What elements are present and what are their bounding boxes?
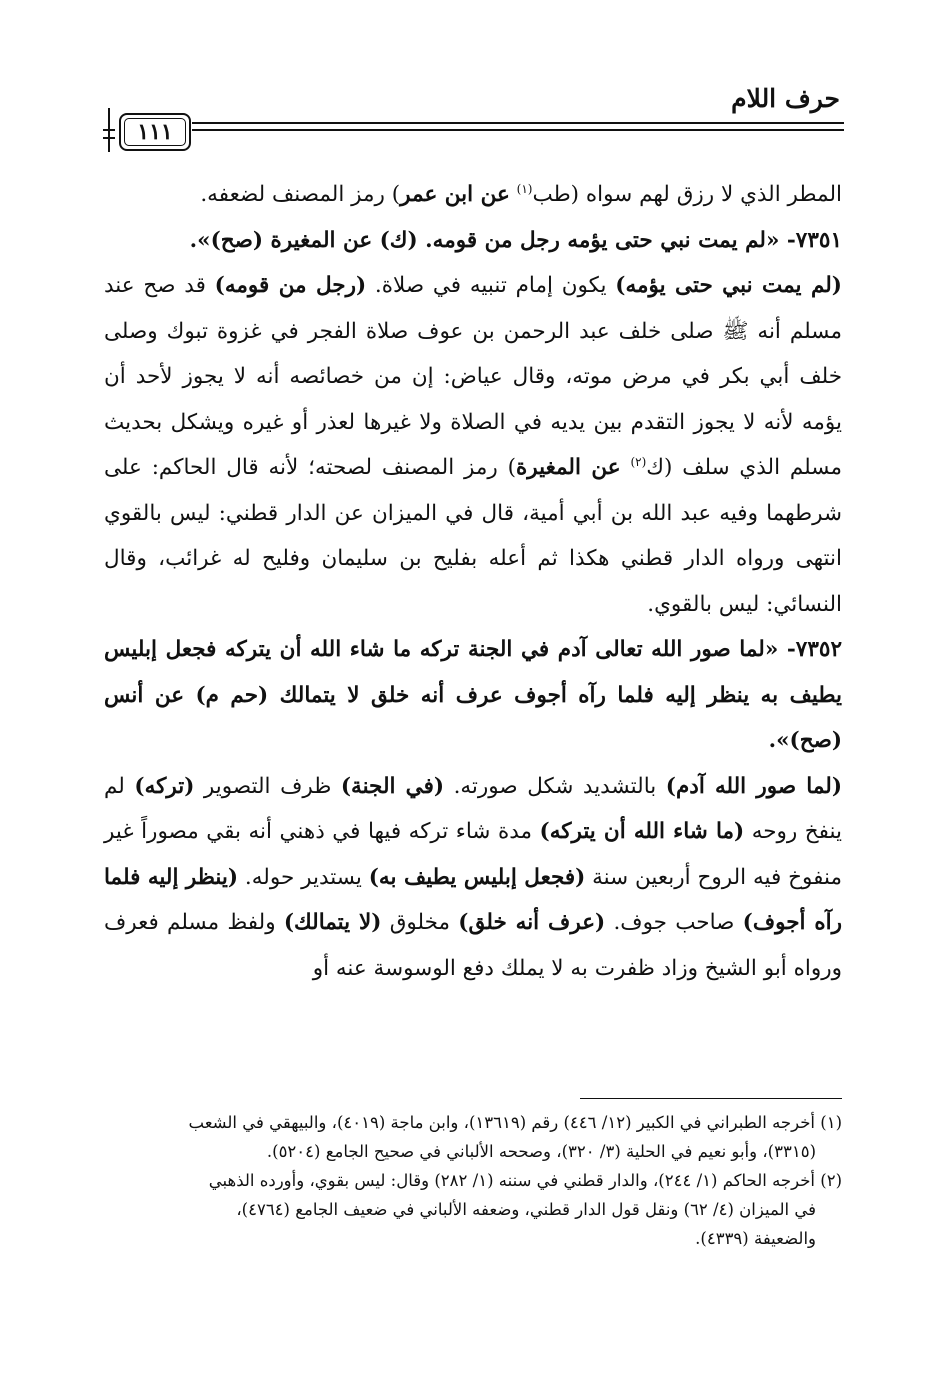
source-ref: عن ابن عمر [400,182,510,207]
quoted-phrase: (ينظر إليه فلما رآه أجوف) [104,864,842,935]
footnote-1-cont: (٣٣١٥)، وأبو نعيم في الحلية (٣/ ٣٢٠)، وصححه الألباني في صحيح الجامع (٥٢٠٤). [266,1142,816,1161]
quoted-phrase: (لم يمت نبي حتى يؤمه) [615,273,842,298]
header-double-rule [192,122,844,131]
quoted-phrase: (فجعل إبليس يطيف به) [368,864,586,890]
text-run: مدة شاء تركه فيها في ذهني أنه بقي مصوراً غير منفوخ فيه الروح أربعين سنة [104,819,842,890]
footnote-1 [104,1108,842,1137]
quoted-phrase: (تركه) [134,773,195,799]
source-ref: عن المغيرة [516,455,621,480]
commentary-7352 [104,764,842,992]
footnote-2: (٢) أخرجه الحاكم (١/ ٢٤٤)، والدار قطني في سننه (١/ ٢٨٢) وقال: ليس بقوي، وأورده الذهبي [208,1171,842,1190]
footnote-ref-2[interactable]: (٢) [630,454,647,469]
quoted-phrase: (لما صور الله آدم) [665,773,842,799]
quoted-phrase: (عرف أنه خلق) [458,910,606,935]
text-run: ظرف التصوير [194,773,341,799]
text-run: قد صح عند مسلم أنه ﷺ صلى خلف عبد الرحمن بن عوف صلاة الفجر في غزوة تبوك وصلى خلف أبي بكر في مرض موته، وقال عياض: إن من خصائصه أنه لا يجوز لأحد أن يؤمه لأنه لا يجوز التقدم بين يديه في الصلاة ولا غيرها لعذر أو غيره ويشكل بحديث مسلم الذي سلف (ك [104,273,842,480]
hadith-7352: ٧٣٥٢- «لما صور الله تعالى آدم في الجنة تركه ما شاء الله أن يتركه فجعل إبليس يطيف به ينظر إليه فلما رآه أجوف عرف أنه خلق لا يتمالك (حم م) عن أنس (صح)». [104,637,842,753]
text-run: ) رمز المصنف لصحته؛ لأنه قال الحاكم: على شرطهما وفيه عبد الله بن أبي أمية، قال في الميزان عن الدار قطني: ليس بالقوي انتهى ورواه الدار قطني هكذا ثم أعله بفليح بن سليمان وفليح له غرائب، وقال النسائي: ليس بالقوي. [104,455,842,617]
text-run: بالتشديد شكل صورته. [444,773,666,799]
text-run: يستدير حوله. [238,864,369,890]
hadith-7351: ٧٣٥١- «لم يمت نبي حتى يؤمه رجل من قومه. (ك) عن المغيرة (صح)». [189,227,842,253]
quoted-phrase: (رجل من قومه) [214,273,367,298]
quoted-phrase: (ما شاء الله أن يتركه) [539,819,745,844]
paragraph-continuation [104,172,842,218]
text-run: لم ينفخ روحه [104,773,843,844]
text-run: المطر الذي لا رزق لهم سواه (طب [532,182,842,207]
text-run: ولفظ مسلم فعرف ورواه أبو الشيخ وزاد ظفرت به لا يملك دفع الوسوسة عنه أو [104,910,842,981]
main-text [104,172,842,991]
page-header-title: حرف اللام [731,84,840,113]
page-number [119,113,191,151]
footnote-2-cont: في الميزان (٤/ ٦٢) ونقل قول الدار قطني، وضعفه الألباني في ضعيف الجامع (٤٧٦٤)، [236,1200,816,1219]
footnotes [104,1108,842,1253]
text-run: يكون إمام تنبيه في صلاة. [366,273,616,298]
footnote-2-cont: والضعيفة (٤٣٣٩). [695,1229,816,1248]
footnote-ref-1[interactable]: (١) [516,181,533,196]
text-run: ) رمز المصنف لضعفه. [200,182,401,207]
text-run: صاحب جوف. [605,910,743,935]
quoted-phrase: (لا يتمالك) [283,910,382,935]
page-number-text: ١١١ [137,119,173,145]
footnote-separator [580,1098,842,1099]
commentary-7351 [104,263,842,627]
quoted-phrase: (في الجنة) [340,773,445,799]
text-run: مخلوق [381,910,459,935]
footnote-text: (١) أخرجه الطبراني في الكبير (١٢/ ٤٤٦) رقم (١٣٦١٩)، وابن ماجة (٤٠١٩)، والبيهقي في الشعب [188,1113,842,1132]
